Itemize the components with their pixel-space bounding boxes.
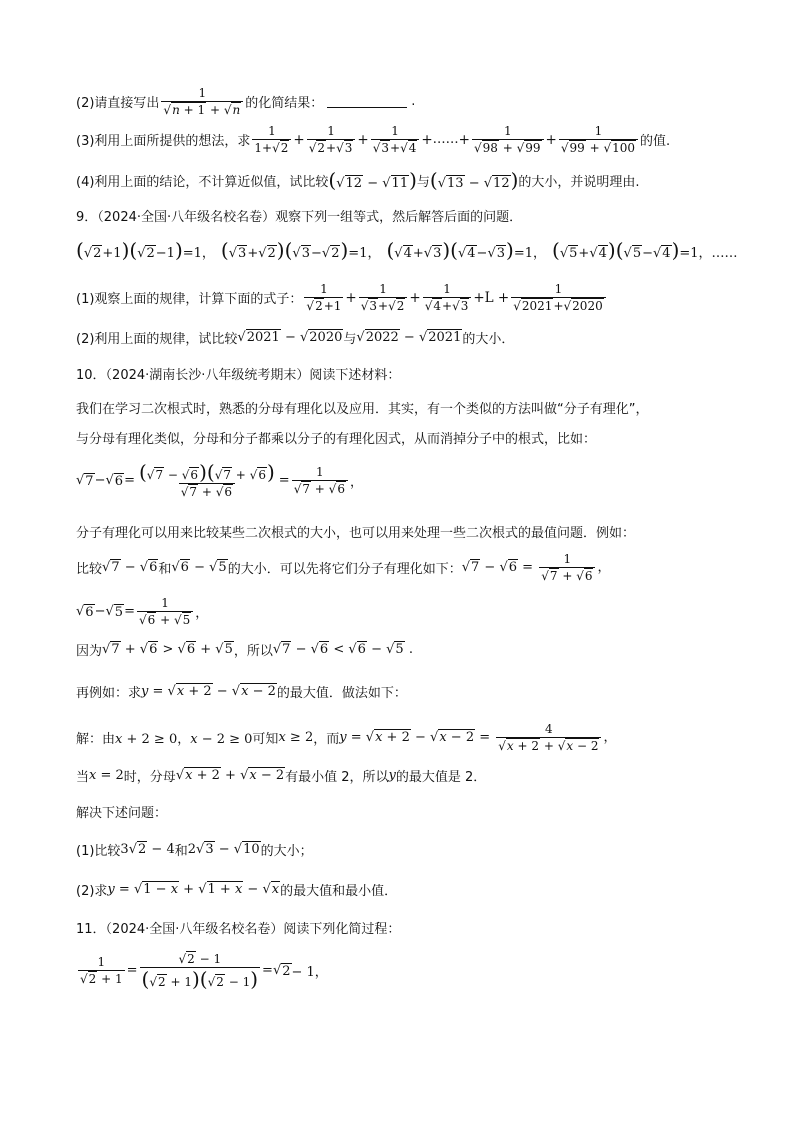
fraction: $\frac{1}{1+√ 2}$	[252, 124, 291, 155]
q11-eq: 1 √ 2 + 1 = √ $\frac{2 - 1}{(√ 2 + 1)(√ 2 - 1)}$ = √ 2 − 1，	[76, 952, 734, 989]
when-mid: 时，分母	[123, 770, 176, 785]
compare-suffix: 的大小．可以先将它们分子有理化如下：	[227, 562, 462, 577]
q10-intro2	[76, 428, 734, 447]
compare-and: 和	[158, 562, 172, 577]
fraction: 1 √ 3+√ 4	[371, 124, 420, 155]
q10-intro2-text: 与分母有理化类似，分母和分子都乘以分子的有理化因式，从而消掉分子中的根式，比如：	[76, 432, 597, 447]
sol-and: ，而	[313, 732, 340, 747]
q10-header	[76, 364, 734, 383]
when-mid2: 有最小值 2，所以	[285, 770, 389, 785]
q10-when: 当 x = 2 时，分母 √ x + 2 + √ x − 2 有最小值 2，所以 y 的最大值是 2．	[76, 766, 734, 785]
fraction: 1 √ 98 + √ 99	[472, 124, 544, 155]
q9-2-prefix: (2)利用上面的规律，试比较	[76, 332, 238, 347]
q10-solution: 解：由 x + 2 ≥ 0，x − 2 ≥ 0 可知 x ≥ 2 ，而 y = √ x + 2 − √ x − 2 = 4 √ x + 2 + √ x − 2 ，	[76, 722, 734, 753]
q10-header-text: 10．（2024·湖南长沙·八年级统考期末）阅读下述材料：	[76, 368, 401, 383]
sol-prefix: 解：由	[76, 732, 116, 747]
when-suffix: 的最大值是 2．	[395, 770, 487, 785]
q8-4-mid: 与	[416, 175, 430, 190]
p2-suffix: 的最大值和最小值．	[280, 884, 398, 899]
q9-1-prefix: (1)观察上面的规律，计算下面的式子：	[76, 292, 303, 307]
fraction: 1 √ 99 + √ 100	[559, 124, 638, 155]
q9-header-text: 9．（2024·全国·八年级名校名卷）观察下列一组等式，然后解答后面的问题．	[76, 210, 523, 225]
q8-part3: (3)利用上面所提供的想法，求 $\frac{1}{1+√ 2}$ + 1 √ 2+√ 3 + 1 √ 3+√ 4 + …… + 1 √ 98 + √ 99 + 1 √ 99 + √ 100 的值.	[76, 124, 734, 155]
p1-and: 和	[174, 844, 188, 859]
q9-part1: (1)观察上面的规律，计算下面的式子： 1 √ 2+1 + 1 √ 3+√ 2 + 1 √ 4+√ 3 +L + 1 √ 2021+√ 2020	[76, 282, 734, 313]
p1-suffix: 的大小；	[260, 844, 313, 859]
q9-equalities: (√ 2+1)(√ 2−1)=1， (√ 3+√ 2)(√ 3−√ 2)=1， (√ 4+√ 3)(√ 4−√ 3)=1， (√ 5+√ 4)(√ 5−√ 4)=1，……	[76, 240, 734, 261]
q10-intro1-text: 我们在学习二次根式时，熟悉的分母有理化以及应用．其实，有一个类似的方法叫做“分子有理化”，	[76, 402, 649, 417]
answer-blank	[327, 95, 407, 108]
period: .	[411, 94, 416, 109]
fraction: 1 √ n + 1 + √ n	[161, 86, 243, 117]
q8-2-suffix: 的化简结果：	[245, 96, 324, 111]
q10-intro1	[76, 398, 734, 417]
q10-because: 因为 √ 7 + √ 6 > √ 6 + √ 5 ，所以 √ 7 − √ 6 < √ 6 − √ 5 .	[76, 640, 734, 659]
q10-solve	[76, 802, 734, 821]
q11-header-text: 11．（2024·全国·八年级名校名卷）阅读下列化简过程：	[76, 922, 401, 937]
q8-part4: (4)利用上面的结论，不计算近似值，试比较 (√ 12 − √ 11) 与 (√ 13 − √ 12) 的大小，并说明理由.	[76, 170, 734, 191]
solve-text: 解决下述问题：	[76, 806, 168, 821]
p1-prefix: (1)比较	[76, 844, 121, 859]
q8-4-suffix: 的大小，并说明理由.	[518, 175, 640, 190]
sol-mid: 可知	[252, 732, 279, 747]
q9-2-suffix: 的大小．	[462, 332, 515, 347]
q10-part2: (2)求 y = √ 1 − x + √ 1 + x − √ x 的最大值和最小值．	[76, 880, 734, 899]
ellipsis: ……	[432, 132, 459, 147]
q8-3-suffix: 的值.	[640, 134, 671, 149]
q9-part2: (2)利用上面的规律，试比较 √ 2021 − √ 2020 与 √ 2022 − √ 2021 的大小．	[76, 328, 734, 347]
q10-part1: (1)比较 3√ 2 − 4 和 2√ 3 − √ 10 的大小；	[76, 840, 734, 859]
p2-prefix: (2)求	[76, 884, 108, 899]
example2: 再例如：求	[76, 686, 142, 701]
q8-2-prefix: (2)请直接写出	[76, 96, 160, 111]
q9-2-mid: 与	[343, 332, 357, 347]
q8-4-prefix: (4)利用上面的结论，不计算近似值，试比较	[76, 175, 329, 190]
fraction: 1 √ 2+√ 3	[307, 124, 356, 155]
q11-header	[76, 918, 734, 937]
q8-3-prefix: (3)利用上面所提供的想法，求	[76, 134, 251, 149]
q10-compare: 比较 √ 7 − √ 6 和 √ 6 − √ 5 的大小．可以先将它们分子有理化如下： √ 7 − √ 6 = 1 √ 7 + √ 6 ，	[76, 552, 734, 583]
q10-example-eq: √ 7 − √ 6 = (√ 7 − √ 6)(√ 7 + √ 6) √ 7 + √ 6 = 1 √ 7 + √ 6 ，	[76, 462, 734, 499]
q9-header	[76, 206, 734, 225]
example2-suffix: 的最大值．做法如下：	[276, 686, 407, 701]
q10-text3-text: 分子有理化可以用来比较某些二次根式的大小，也可以用来处理一些二次根式的最值问题．例如：	[76, 526, 636, 541]
when-prefix: 当	[76, 770, 90, 785]
q8-part2	[76, 86, 734, 117]
so: ，所以	[233, 644, 273, 659]
q10-example2: 再例如：求 y = √ x + 2 − √ x − 2 的最大值．做法如下：	[76, 682, 734, 701]
compare-prefix: 比较	[76, 562, 103, 577]
q10-text3	[76, 522, 734, 541]
q10-eq-65: √ 6 − √ 5 = 1 √ 6 + √ 5 ，	[76, 596, 734, 627]
because: 因为	[76, 644, 103, 659]
